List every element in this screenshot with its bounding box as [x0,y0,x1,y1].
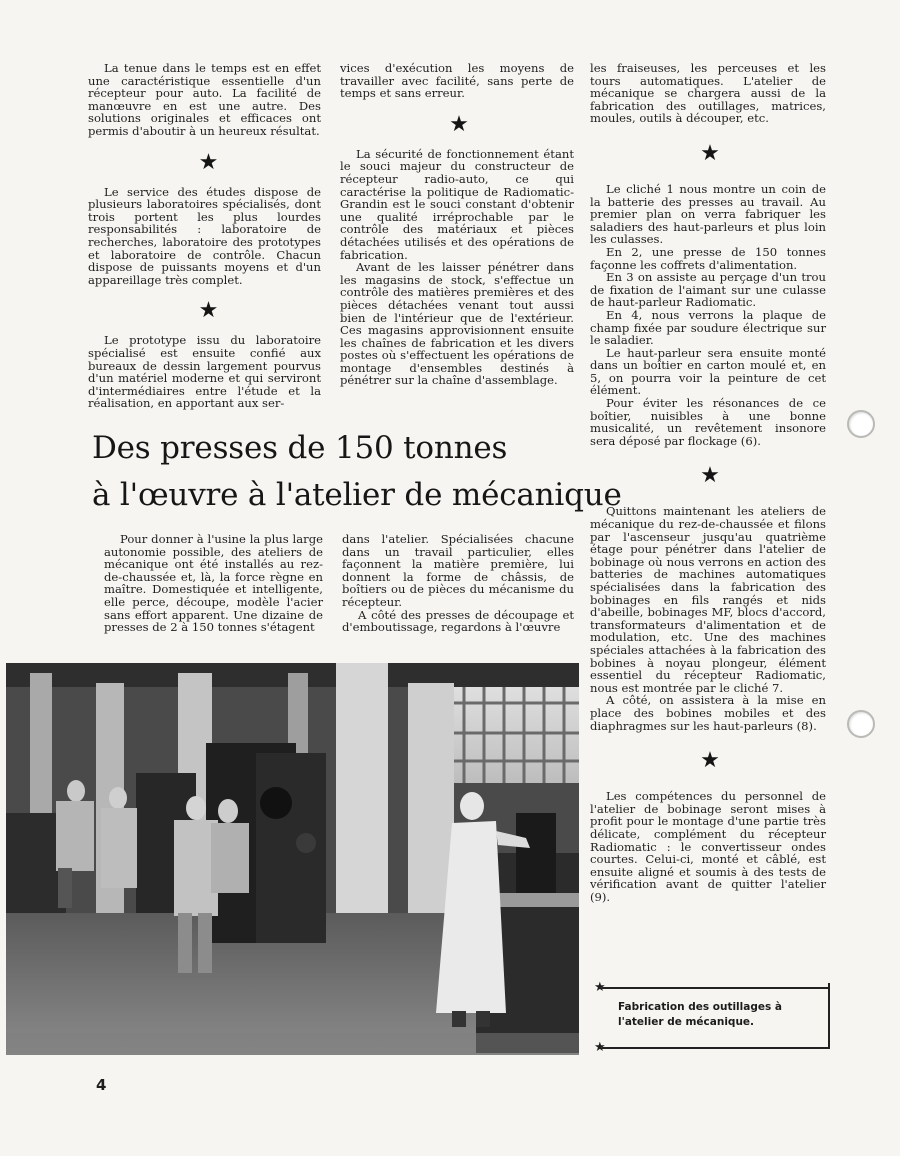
column-bottom-middle [342,533,574,634]
article-headline [92,425,622,519]
punch-hole-decoration [847,710,875,738]
caption-star-icon: ★ [594,1040,606,1055]
paragraph: Le cliché 1 nous montre un coin de la batterie des presses au travail. Au premier plan on verra fabriquer les saladiers des haut-parleurs et plus loin les culasses. [590,181,826,247]
star-separator-icon: ★ [700,463,720,489]
paragraph: Pour éviter les résonances de ce boîtier, nuisibles à une bonne musicalité, un revêtement insonore sera déposé par flockage (6). [590,396,826,448]
caption-bottom-rule [602,1047,828,1049]
caption-top-rule [602,987,828,989]
star-separator-icon: ★ [198,149,219,175]
star-separator-icon: ★ [449,111,469,137]
paragraph: En 4, nous verrons la plaque de champ fixée par soudure électrique sur le saladier. [590,307,826,348]
punch-hole-decoration [847,410,875,438]
paragraph: Quittons maintenant les ateliers de mécanique du rez-de-chaussée et filons par l'ascenseur jusqu'au quatrième étage pour pénétrer dans l'atelier de bobinage où nous verrons en action des batteries de machines automatiques spécialisées dans la fabrication des bobinages en fils rangés et nids d'abeille, bobinages MF, blocs d'accord, transformateurs d'alimentation et de modulation, etc. Une des machines spéciales attachées à la fabrication des bobines à noyau plongeur, élément essentiel du récepteur Radiomatic, nous est montrée par le cliché 7. [590,504,826,695]
paragraph: vices d'exécution les moyens de travailler avec facilité, sans perte de temps et sans erreur. [340,61,574,101]
workshop-photo [6,663,579,1055]
photo-caption: Fabrication des outillages à l'atelier de mécanique. [618,1001,782,1028]
column-bottom-left [104,533,323,634]
column-right [590,62,826,903]
column-top-left [88,62,321,410]
page-number: 4 [96,1076,107,1094]
paragraph: Le haut-parleur sera ensuite monté dans un boîtier en carton moulé et, en 5, on pourra voir la peinture de cet élément. [590,345,826,398]
workshop-scene-image [6,663,579,1055]
star-separator-icon: ★ [198,298,219,324]
headline-line-1: Des presses de 150 tonnes [92,430,508,466]
star-separator-icon: ★ [700,140,720,166]
star-separator-icon: ★ [700,748,720,774]
paragraph: les fraiseuses, les perceuses et les tours automatiques. L'atelier de mécanique se chargera aussi de la fabrication des outillages, matrices, moules, outils à découper, etc. [590,61,826,126]
paragraph: En 3 on assiste au perçage d'un trou de fixation de l'aimant sur une culasse de haut-parleur Radiomatic. [590,270,826,310]
paragraph: Les compétences du personnel de l'atelier de bobinage seront mises à profit pour le montage d'une partie très délicate, complément du récepteur Radiomatic : le convertisseur ondes courtes. Celui-ci, monté et câblé, est ensuite aligné et soumis à des tests de vérification avant de quitter l'atelier (9). [590,789,826,904]
paragraph: Le service des études dispose de plusieurs laboratoires spécialisés, dont trois portent les plus lourdes responsabilités : laboratoire de recherches, laboratoire des prototypes et laboratoire de contrôle. Chacun dispose de puissants moyens et d'un appareillage très complet. [88,184,321,287]
paragraph: Avant de les laisser pénétrer dans les magasins de stock, s'effectue un contrôle des matières premières et des pièces détachées venant tout aussi bien de l'intérieur que de l'extérieur. Ces magasins approvisionnent ensuite les chaînes de fabrication et les divers postes où s'effectuent les opérations de montage d'ensembles destinés à pénétrer sur la chaîne d'assemblage. [340,260,574,388]
headline-line-2: à l'œuvre à l'atelier de mécanique [92,477,622,513]
paragraph: En 2, une presse de 150 tonnes façonne les coffrets d'alimentation. [590,244,826,272]
paragraph: A côté des presses de découpage et d'emboutissage, regardons à l'œuvre [342,607,574,635]
caption-star-icon: ★ [594,980,606,995]
paragraph: La tenue dans le temps est en effet une caractéristique essentielle d'un récepteur pour auto. La facilité de manœuvre en est une autre. Des solutions originales et efficaces ont permis d'aboutir à un heureux résultat. [88,61,321,138]
column-top-middle [340,62,574,387]
paragraph: dans l'atelier. Spécialisées chacune dans un travail particulier, elles façonnent la matière première, lui donnent la forme de châssis, de boîtiers ou de pièces du mécanisme du récepteur. [342,532,574,609]
paragraph: A côté, on assistera à la mise en place des bobines mobiles et des diaphragmes sur les haut-parleurs (8). [590,693,826,733]
paragraph: La sécurité de fonctionnement étant le souci majeur du constructeur de récepteur radio-auto, ce qui caractérise la politique de Radiomatic-Grandin est le souci constant d'obtenir une qualité irréprochable par le contrôle des matériaux et pièces détachées utilisés et des opérations de fabrication. [340,146,574,262]
paragraph: Pour donner à l'usine la plus large autonomie possible, des ateliers de mécanique ont été installés au rez-de-chaussée et, là, la force règne en maître. Domestiquée et intelligente, elle perce, découpe, modèle l'acier sans effort apparent. Une dizaine de presses de 2 à 150 tonnes s'étagent [104,532,323,635]
photo-caption-box [594,980,830,1055]
paragraph: Le prototype issu du laboratoire spécialisé est ensuite confié aux bureaux de dessin largement pourvus d'un matériel moderne et qui serviront d'intermédiaires entre l'étude et la réalisation, en apportant aux ser- [88,333,321,411]
